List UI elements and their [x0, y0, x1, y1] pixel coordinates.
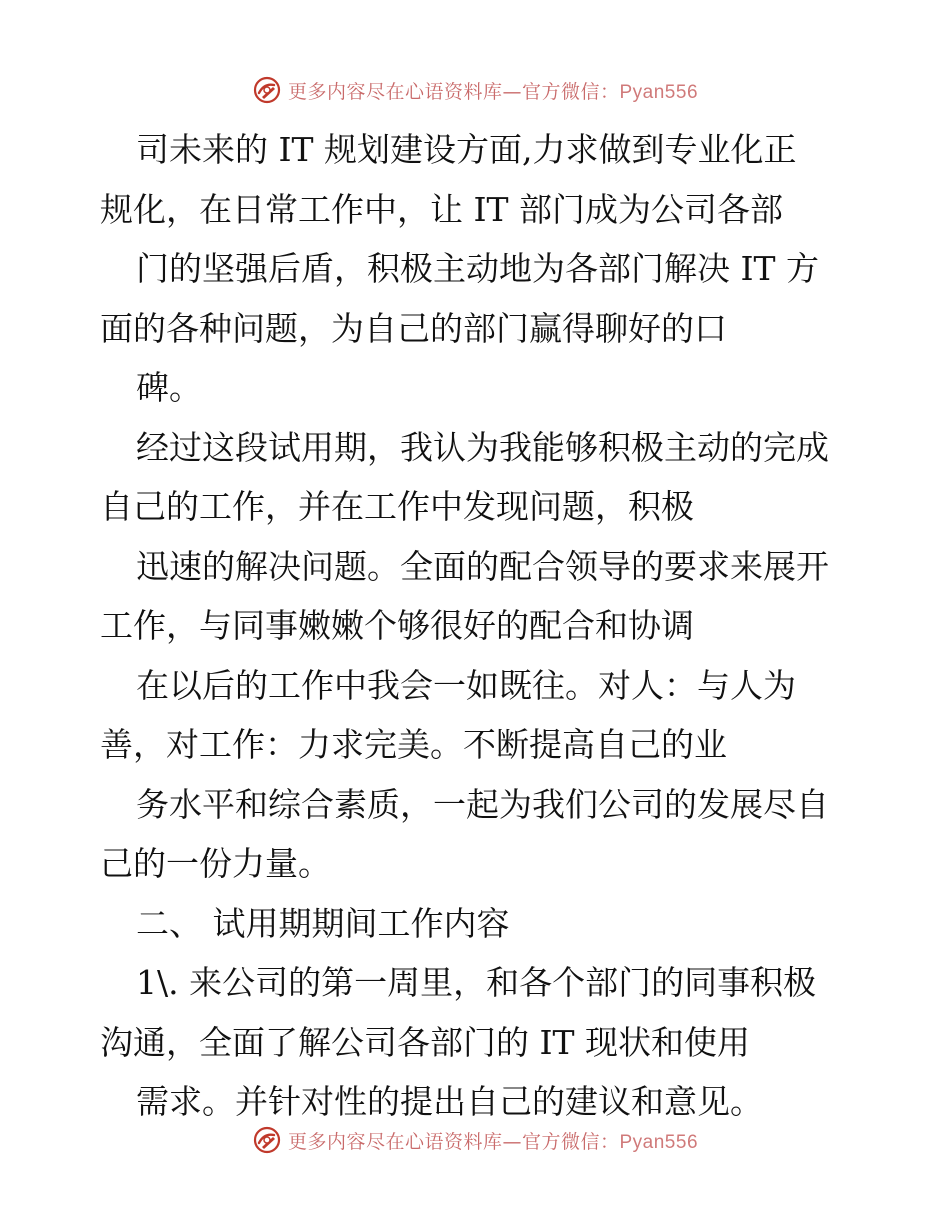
footer-watermark — [0, 1120, 950, 1160]
paragraph-line: 需求。并针对性的提出自己的建议和意见。 — [136, 1082, 763, 1121]
paragraph-line: 碑。 — [136, 368, 202, 407]
footer-watermark-text — [288, 1127, 698, 1154]
paragraph-line: 在以后的工作中我会一如既往。对人：与人为 — [136, 665, 796, 705]
paragraph-line: 迅速的解决问题。全面的配合领导的要求来展开 — [136, 546, 829, 586]
paragraph-line: 面的各种问题，为自己的部门赢得聊好的口 — [100, 308, 727, 348]
footer-wechat-label: 官方微信： — [521, 1130, 620, 1153]
header-watermark-text — [288, 77, 698, 104]
header-watermark — [0, 70, 950, 110]
paragraph-line: 沟通，全面了解公司各部门的 IT 现状和使用 — [100, 1022, 751, 1062]
document-body — [100, 120, 860, 1132]
footer-site-name: 更多内容尽在心语资料库 — [287, 1130, 503, 1153]
paragraph-line: 善，对工作：力求完美。不断提高自己的业 — [100, 725, 727, 764]
header-separator: — — [502, 80, 522, 103]
header-wechat-id: Pyan556 — [619, 81, 699, 103]
paragraph-line: 自己的工作，并在工作中发现问题，积极 — [100, 487, 694, 526]
swirl-pen-logo-icon — [252, 75, 282, 105]
paragraph-line: 1\. 来公司的第一周里，和各个部门的同事积极 — [136, 963, 817, 1002]
swirl-pen-logo-icon — [252, 1125, 282, 1155]
paragraph-line: 经过这段试用期，我认为我能够积极主动的完成 — [136, 427, 829, 467]
paragraph-line: 司未来的 IT 规划建设方面,力求做到专业化正 — [136, 130, 797, 169]
paragraph-line: 工作，与同事嫩嫩个够很好的配合和协调 — [100, 606, 694, 645]
section-heading: 二、 试用期期间工作内容 — [136, 903, 510, 943]
footer-separator: — — [502, 1130, 522, 1153]
header-site-name: 更多内容尽在心语资料库 — [287, 80, 503, 103]
header-wechat-label: 官方微信： — [521, 80, 620, 103]
footer-wechat-id: Pyan556 — [619, 1131, 699, 1153]
paragraph-line: 务水平和综合素质，一起为我们公司的发展尽自 — [136, 784, 829, 824]
paragraph-line: 规化，在日常工作中，让 IT 部门成为公司各部 — [100, 189, 784, 229]
paragraph-line: 门的坚强后盾，积极主动地为各部门解决 IT 方 — [136, 249, 820, 288]
paragraph-line: 己的一份力量。 — [100, 844, 331, 883]
